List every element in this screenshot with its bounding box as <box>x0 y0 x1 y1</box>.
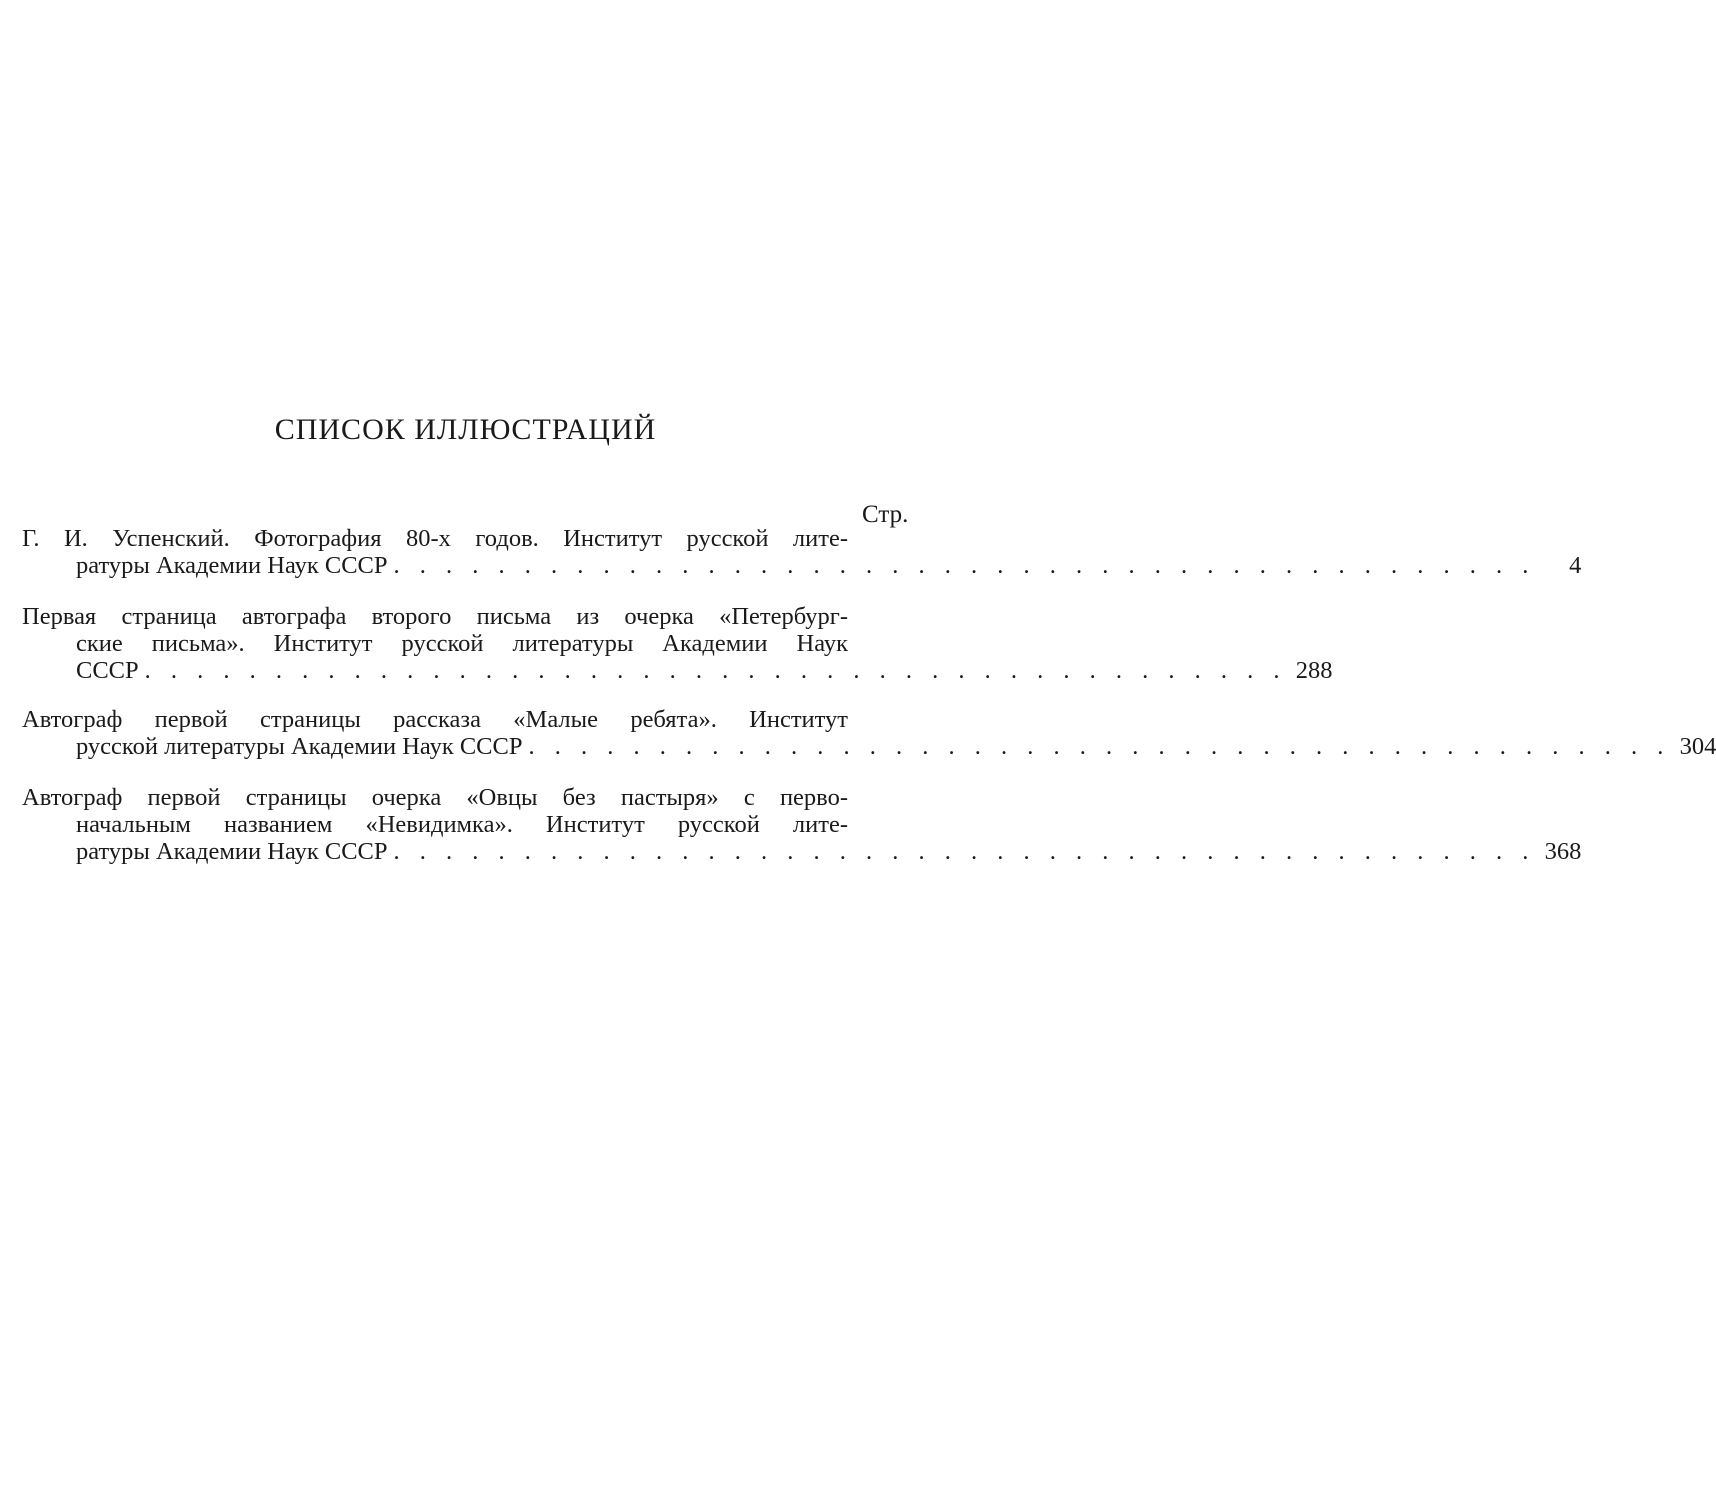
toc-entry-last-line <box>22 733 1716 760</box>
toc-entry-line: Автограф первой страницы очерка «Овцы без пастыря» с перво- <box>22 784 848 811</box>
page-number: 304 <box>1679 733 1716 760</box>
dot-leader: . . . . . . . . . . . . . . . . . . . . . . . . . . . . . . . . . . . . . . . . . . . . <box>393 838 1536 865</box>
toc-entry-line: начальным названием «Невидимка». Институт русской лите- <box>76 811 848 838</box>
toc-entry-last-line <box>22 552 1582 579</box>
toc-entry-last-line <box>22 838 1582 865</box>
toc-entry-3 <box>22 706 1716 760</box>
toc-entry-4 <box>22 784 1582 865</box>
dot-leader: . . . . . . . . . . . . . . . . . . . . . . . . . . . . . . . . . . . . . . . . . . . . <box>393 552 1536 579</box>
toc-entry-line: Г. И. Успенский. Фотография 80-х годов. Институт русской лите- <box>22 525 848 552</box>
toc-entry-text: ратуры Академии Наук СССР <box>76 838 388 865</box>
toc-entry-2 <box>22 603 1333 684</box>
toc-entry-last-line <box>22 657 1333 684</box>
dot-leader: . . . . . . . . . . . . . . . . . . . . . . . . . . . . . . . . . . . . . . . . . . . . <box>144 657 1287 684</box>
dot-leader: . . . . . . . . . . . . . . . . . . . . . . . . . . . . . . . . . . . . . . . . . . . . <box>528 733 1671 760</box>
page-number: 368 <box>1544 838 1582 865</box>
toc-entry-line: Автограф первой страницы рассказа «Малые ребята». Институт <box>22 706 848 733</box>
page-title: СПИСОК ИЛЛЮСТРАЦИЙ <box>274 413 657 446</box>
page-column-header: Стр. <box>862 501 909 528</box>
toc-entry-text: русской литературы Академии Наук СССР <box>76 733 523 760</box>
toc-entry-line: ские письма». Институт русской литературы Академии Наук <box>76 630 848 657</box>
toc-entry-line: Первая страница автографа второго письма из очерка «Петербург- <box>22 603 848 630</box>
toc-entry-text: ратуры Академии Наук СССР <box>76 552 388 579</box>
toc-entry-1 <box>22 525 1582 579</box>
page-number: 288 <box>1295 657 1333 684</box>
toc-entry-text: СССР <box>76 657 139 684</box>
page-number: 4 <box>1569 552 1582 579</box>
